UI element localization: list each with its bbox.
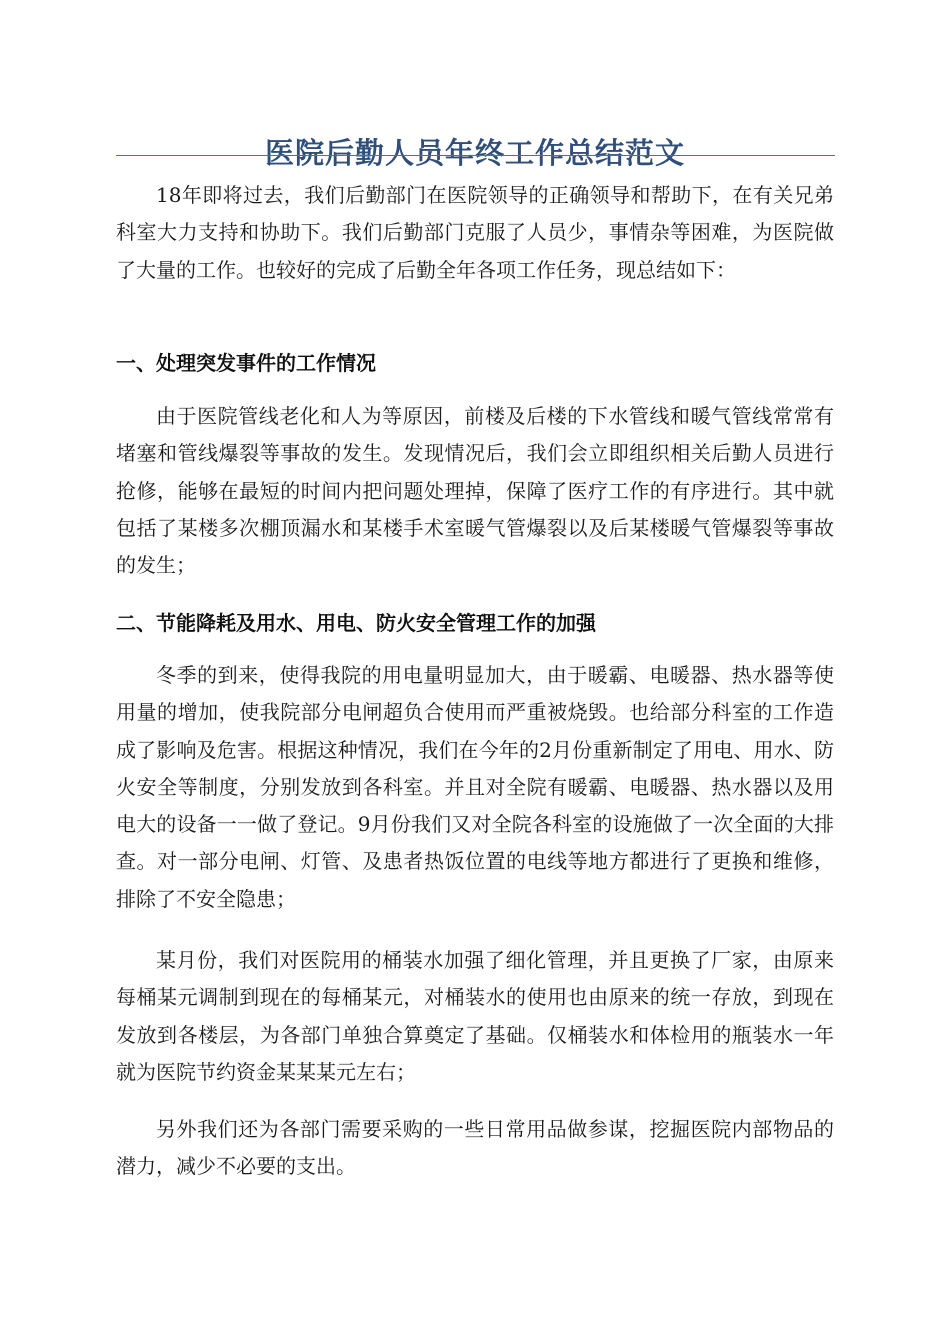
intro-paragraph: 18年即将过去，我们后勤部门在医院领导的正确领导和帮助下，在有关兄弟科室大力支持和协助下。我们后勤部门克服了人员少，事情杂等困难，为医院做了大量的工作。也较好的完成了后勤全年各项工作任务，现总结如下： — [116, 183, 834, 282]
section2-paragraph-3: 另外我们还为各部门需要采购的一些日常用品做参谋，挖掘医院内部物品的潜力，减少不必要的支出。 — [116, 1117, 834, 1179]
section2-paragraph-2: 某月份，我们对医院用的桶装水加强了细化管理，并且更换了厂家，由原来每桶某元调制到现在的每桶某元，对桶装水的使用也由原来的统一存放，到现在发放到各楼层，为各部门单独合算奠定了基础。仅桶装水和体检用的瓶装水一年就为医院节约资金某某某元左右； — [116, 948, 834, 1084]
title-underline — [116, 155, 835, 156]
section-heading-1: 一、处理突发事件的工作情况 — [116, 351, 376, 375]
document-title: 医院后勤人员年终工作总结范文 — [264, 136, 685, 171]
section-heading-2: 二、节能降耗及用水、用电、防火安全管理工作的加强 — [116, 611, 596, 635]
section2-paragraph-1: 冬季的到来，使得我院的用电量明显加大，由于暖霸、电暖器、热水器等使用量的增加，使我院部分电闸超负合使用而严重被烧毁。也给部分科室的工作造成了影响及危害。根据这种情况，我们在今年的2月份重新制定了用电、用水、防火安全等制度，分别发放到各科室。并且对全院有暖霸、电暖器、热水器以及用电大的设备一一做了登记。9月份我们又对全院各科室的设施做了一次全面的大排查。对一部分电闸、灯管、及患者热饭位置的电线等地方都进行了更换和维修，排除了不安全隐患； — [116, 663, 834, 911]
section1-paragraph: 由于医院管线老化和人为等原因，前楼及后楼的下水管线和暖气管线常常有堵塞和管线爆裂等事故的发生。发现情况后，我们会立即组织相关后勤人员进行抢修，能够在最短的时间内把问题处理掉，保障了医疗工作的有序进行。其中就包括了某楼多次棚顶漏水和某楼手术室暖气管爆裂以及后某楼暖气管爆裂等事故的发生； — [116, 404, 834, 578]
